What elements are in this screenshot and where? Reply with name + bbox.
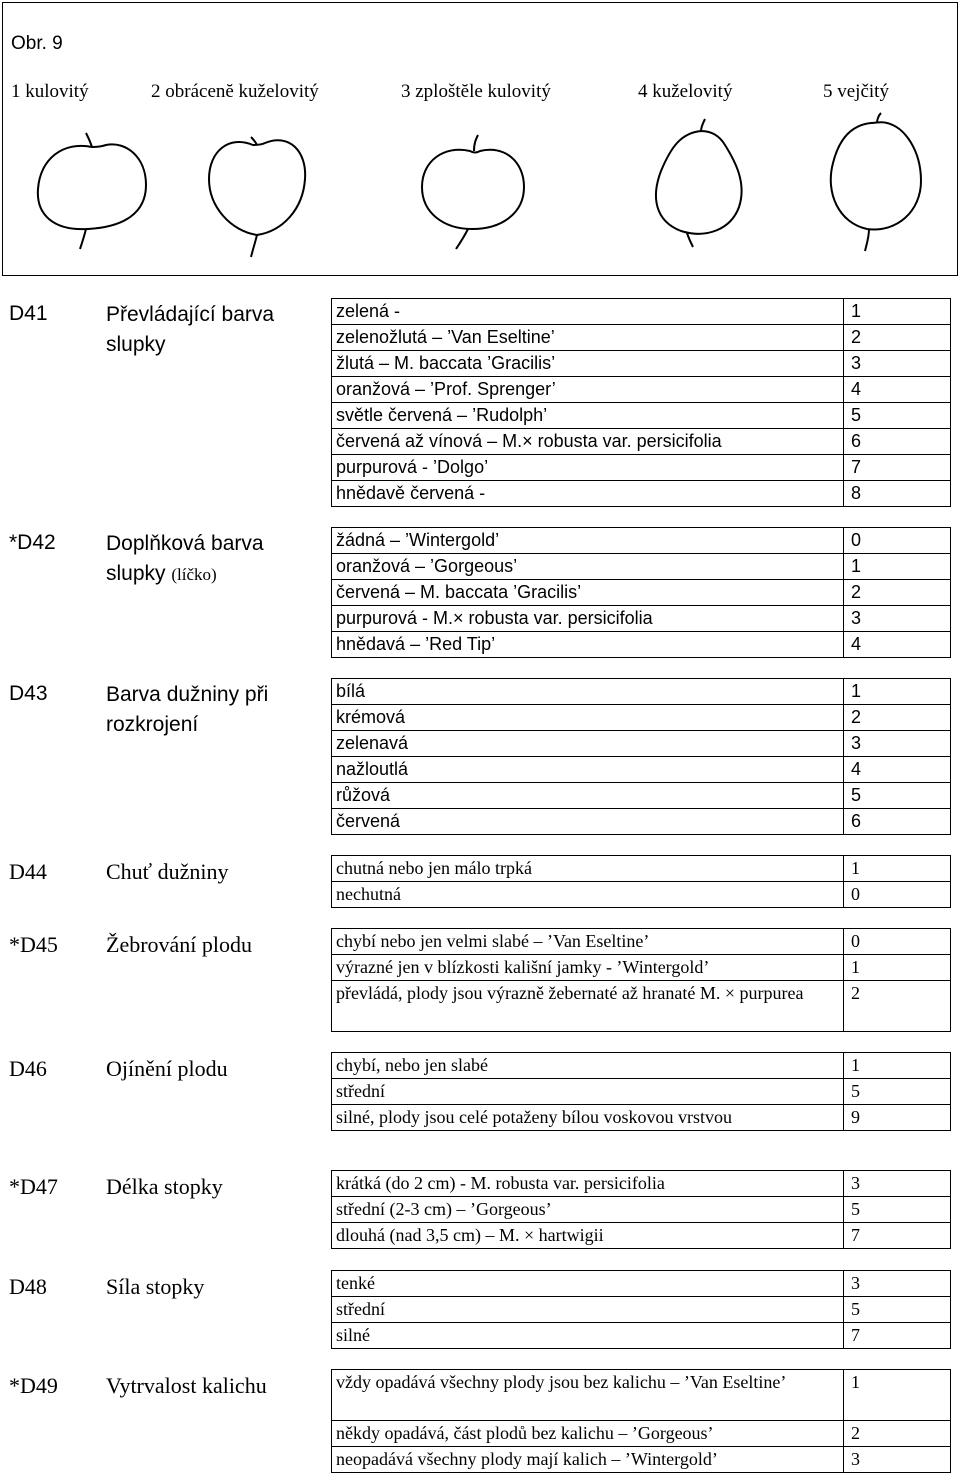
value-text: silné [332,1323,844,1349]
value-number: 5 [844,403,951,429]
value-text: zelená - [332,299,844,325]
table-row [332,481,951,507]
value-text: žádná – ’Wintergold’ [332,528,844,554]
table-row [332,981,951,1032]
descriptor-code: D43 [9,682,48,705]
fruit-globose-drawing [28,111,158,261]
value-number: 5 [844,1197,951,1223]
table-row [332,325,951,351]
value-text: červená – M. baccata ’Gracilis’ [332,580,844,606]
value-number: 5 [844,1079,951,1105]
table-row [332,1447,951,1473]
table-row [332,1370,951,1421]
value-number: 3 [844,606,951,632]
descriptor-code: *D45 [9,932,58,957]
value-number: 5 [844,1297,951,1323]
table-row [332,1323,951,1349]
descriptor-name: Ojínění plodu [106,1056,228,1081]
value-number: 3 [844,1447,951,1473]
shape-label-3: 3 zploštĕle kulovitý [401,81,551,102]
value-text: zelenavá [332,731,844,757]
value-text: střední [332,1079,844,1105]
values-table [331,678,951,835]
fruit-ovoid-drawing [811,111,941,261]
value-number: 1 [844,1053,951,1079]
table-row [332,403,951,429]
value-text: někdy opadává, část plodů bez kalichu – ’Gorgeous’ [332,1421,844,1447]
value-text: střední [332,1297,844,1323]
table-row [332,1105,951,1131]
value-number: 2 [844,580,951,606]
table-row [332,528,951,554]
descriptor-name: Vytrvalost kalichu [106,1373,267,1398]
value-text: dlouhá (nad 3,5 cm) – M. × hartwigii [332,1223,844,1249]
value-text: výrazné jen v blízkosti kališní jamky - ’Wintergold’ [332,955,844,981]
descriptor-name-text: Doplňková barva slupky [106,532,264,585]
table-row [332,1271,951,1297]
value-text-content: zelenožlutá – ’Van Eseltine’ [336,327,555,347]
descriptor-name: Síla stopky [106,1274,205,1299]
descriptor-code: *D42 [9,531,56,554]
table-row [332,351,951,377]
descriptor-name: Převládající barva slupky [106,303,275,356]
table-row [332,1421,951,1447]
descriptor-code: D41 [9,302,48,325]
value-number: 3 [844,351,951,377]
table-row [332,429,951,455]
table-row [332,632,951,658]
value-text: silné, plody jsou celé potaženy bílou voskovou vrstvou [332,1105,844,1131]
value-text: oranžová – ’Gorgeous’ [332,554,844,580]
descriptor-code: *D49 [9,1373,58,1398]
value-number: 6 [844,429,951,455]
value-number: 4 [844,377,951,403]
descriptor-code: D48 [9,1274,47,1299]
descriptor-name: Barva dužniny při rozkrojení [106,683,269,736]
value-text: chybí, nebo jen slabé [332,1053,844,1079]
values-table [331,928,951,1032]
descriptor-code: *D47 [9,1174,58,1199]
value-text: purpurová - M.× robusta var. persicifolia [332,606,844,632]
values-table [331,1369,951,1473]
descriptor-name [106,529,316,590]
table-row [332,731,951,757]
descriptor-name: Žebrování plodu [106,932,253,957]
value-number: 9 [844,1105,951,1131]
value-number: 2 [844,1421,951,1447]
value-text: převládá, plody jsou výrazně žebernaté až hranaté M. × purpurea [332,981,844,1032]
table-row [332,1079,951,1105]
value-text: tenké [332,1271,844,1297]
descriptor-code: D44 [9,859,47,884]
value-number: 0 [844,882,951,908]
value-text: žlutá – M. baccata ’Gracilis’ [332,351,844,377]
value-text: střední (2-3 cm) – ’Gorgeous’ [332,1197,844,1223]
table-row [332,455,951,481]
value-text: červená [332,809,844,835]
table-row [332,856,951,882]
value-number: 1 [844,679,951,705]
value-number: 1 [844,856,951,882]
values-table [331,527,951,658]
value-text: krátká (do 2 cm) - M. robusta var. persicifolia [332,1171,844,1197]
shape-label-4: 4 kuželovitý [638,81,733,102]
table-row [332,783,951,809]
shape-label-5: 5 vejčitý [823,81,889,102]
value-number: 2 [844,981,951,1032]
value-number: 1 [844,955,951,981]
value-number: 3 [844,1171,951,1197]
table-row [332,377,951,403]
value-number: 6 [844,809,951,835]
table-row [332,580,951,606]
shape-label-1: 1 kulovitý [11,81,89,102]
value-number: 1 [844,1370,951,1421]
table-row [332,929,951,955]
table-row [332,955,951,981]
value-text: purpurová - ’Dolgo’ [332,455,844,481]
value-number: 7 [844,455,951,481]
value-number: 2 [844,325,951,351]
value-text: krémová [332,705,844,731]
value-number: 2 [844,705,951,731]
descriptor-name-sub: (líčko) [171,565,217,584]
value-number: 3 [844,1271,951,1297]
value-number: 8 [844,481,951,507]
value-text: vždy opadává všechny plody jsou bez kalichu – ’Van Eseltine’ [332,1370,844,1421]
value-text: růžová [332,783,844,809]
values-table [331,1170,951,1249]
table-row [332,299,951,325]
table-row [332,1297,951,1323]
descriptor-name: Chuť dužniny [106,859,229,884]
value-number: 1 [844,554,951,580]
value-text: bílá [332,679,844,705]
value-number: 7 [844,1223,951,1249]
figure-box [2,2,958,276]
value-text: oranžová – ’Prof. Sprenger’ [332,377,844,403]
value-text: červená až vínová – M.× robusta var. persicifolia [332,429,844,455]
table-row [332,1223,951,1249]
table-row [332,705,951,731]
values-table [331,298,951,507]
descriptor-code: D46 [9,1056,47,1081]
value-text: nažloutlá [332,757,844,783]
fruit-obconical-drawing [195,111,325,261]
values-table [331,855,951,908]
table-row [332,606,951,632]
value-number: 7 [844,1323,951,1349]
value-text: chybí nebo jen velmi slabé – ’Van Eseltine’ [332,929,844,955]
value-number: 0 [844,528,951,554]
table-row [332,809,951,835]
value-number: 1 [844,299,951,325]
value-text: světle červená – ’Rudolph’ [332,403,844,429]
value-text: nechutná [332,882,844,908]
table-row [332,882,951,908]
value-text: chutná nebo jen málo trpká [332,856,844,882]
table-row [332,1197,951,1223]
table-row [332,554,951,580]
table-row [332,757,951,783]
value-number: 4 [844,632,951,658]
table-row [332,1053,951,1079]
value-text [332,325,844,351]
value-number: 4 [844,757,951,783]
fruit-conical-drawing [631,111,761,261]
value-number: 0 [844,929,951,955]
table-row [332,679,951,705]
value-text: hnědavě červená - [332,481,844,507]
values-table [331,1270,951,1349]
table-row [332,1171,951,1197]
fruit-flat-globose-drawing [408,111,538,261]
value-number: 3 [844,731,951,757]
value-text: neopadává všechny plody mají kalich – ’Wintergold’ [332,1447,844,1473]
descriptor-name: Délka stopky [106,1174,223,1199]
values-table [331,1052,951,1131]
value-number: 5 [844,783,951,809]
shape-label-2: 2 obrácenĕ kuželovitý [151,81,319,102]
figure-title: Obr. 9 [11,33,63,54]
value-text: hnědavá – ’Red Tip’ [332,632,844,658]
